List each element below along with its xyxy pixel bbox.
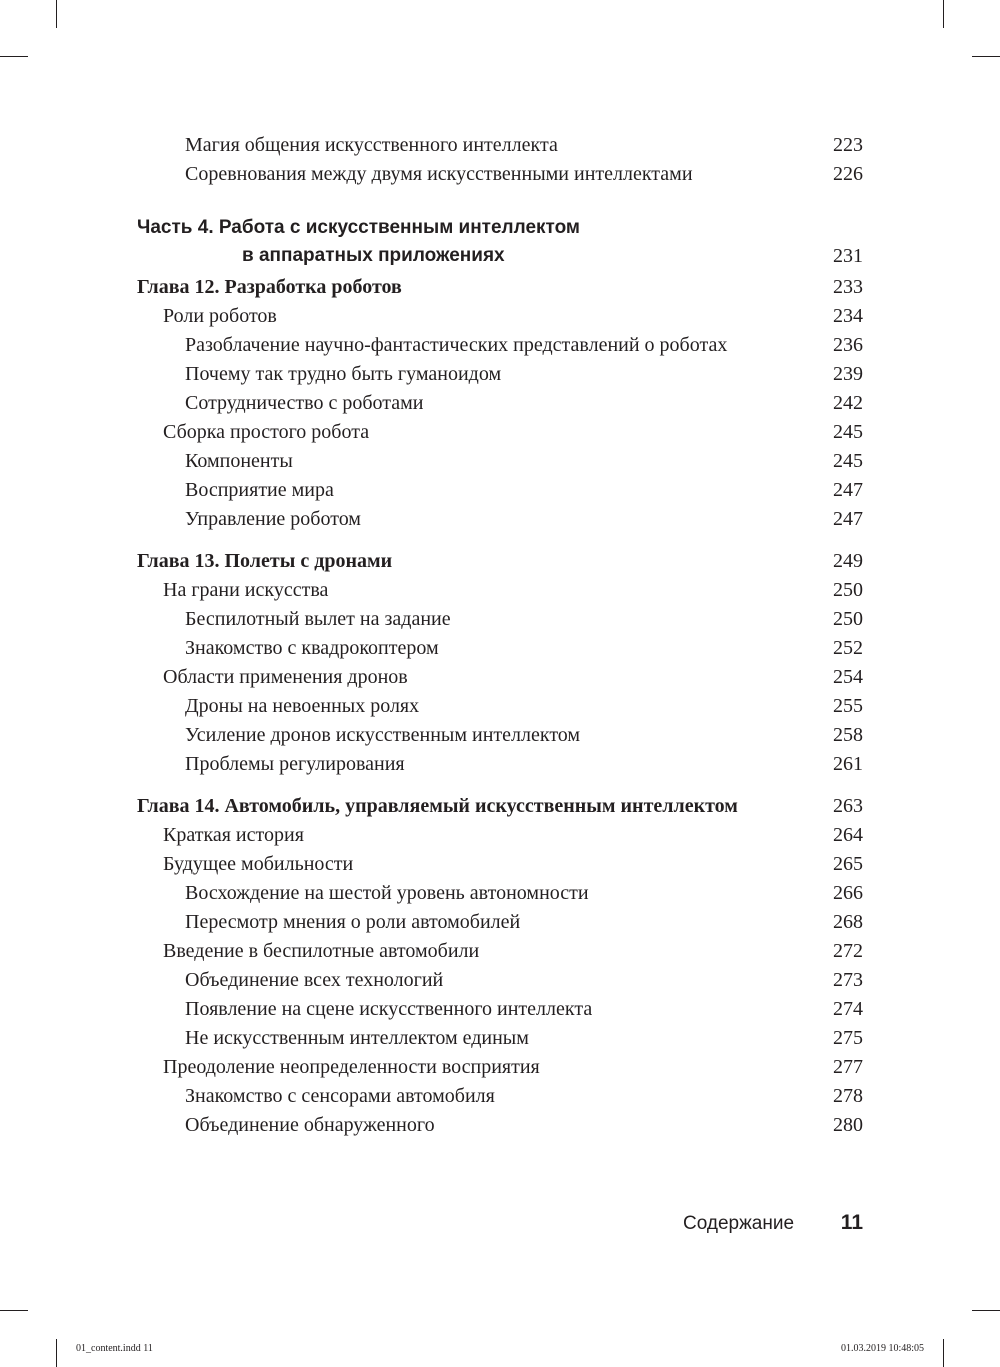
page-number: 11 xyxy=(840,1211,863,1234)
toc-entry-page: 264 xyxy=(833,824,863,846)
toc-entry[interactable] xyxy=(0,1110,1000,1140)
toc-entry-page: 261 xyxy=(833,753,863,775)
toc-entry[interactable] xyxy=(0,504,1000,534)
toc-entry-page: 223 xyxy=(833,134,863,156)
toc-entry-page: 274 xyxy=(833,998,863,1020)
toc-entry-page: 254 xyxy=(833,666,863,688)
toc-entry[interactable] xyxy=(0,691,1000,721)
toc-entry-title: Дроны на невоенных ролях xyxy=(185,695,420,717)
toc-entry-page: 247 xyxy=(833,508,863,530)
toc-entry-title: Разоблачение научно-фантастических представлений о роботах xyxy=(185,334,728,356)
toc-entry-title: Усиление дронов искусственным интеллектом xyxy=(185,724,581,746)
toc-entry-page: 280 xyxy=(833,1114,863,1136)
toc-entry-page: 226 xyxy=(833,163,863,185)
toc-entry[interactable] xyxy=(0,1023,1000,1053)
toc-entry-page: 265 xyxy=(833,853,863,875)
toc-entry-page: 249 xyxy=(833,550,863,572)
toc-entry-page: 272 xyxy=(833,940,863,962)
toc-entry[interactable] xyxy=(0,820,1000,850)
crop-mark xyxy=(943,1339,944,1367)
toc-entry-page: 234 xyxy=(833,305,863,327)
toc-entry-title: Будущее мобильности xyxy=(163,853,354,875)
toc-entry[interactable] xyxy=(0,907,1000,937)
toc-entry-title: Роли роботов xyxy=(163,305,277,327)
toc-entry-page: 255 xyxy=(833,695,863,717)
toc-entry-title: На грани искусства xyxy=(163,579,329,601)
crop-mark xyxy=(972,56,1000,57)
toc-entry-title: Глава 13. Полеты с дронами xyxy=(137,550,393,572)
crop-mark xyxy=(56,0,57,28)
toc-entry-title: Объединение всех технологий xyxy=(185,969,444,991)
crop-mark xyxy=(972,1310,1000,1311)
toc-chapter[interactable] xyxy=(0,272,1000,302)
toc-entry[interactable] xyxy=(0,359,1000,389)
toc-entry[interactable] xyxy=(0,159,1000,189)
toc-entry-page: 252 xyxy=(833,637,863,659)
toc-entry[interactable] xyxy=(0,849,1000,879)
toc-entry-title: Управление роботом xyxy=(185,508,361,530)
toc-entry[interactable] xyxy=(0,662,1000,692)
toc-entry[interactable] xyxy=(0,1052,1000,1082)
toc-entry[interactable] xyxy=(0,130,1000,160)
toc-entry-page: 263 xyxy=(833,795,863,817)
toc-entry-title: Введение в беспилотные автомобили xyxy=(163,940,480,962)
part-title-line2: в аппаратных приложениях xyxy=(242,245,505,266)
toc-entry-title: Глава 12. Разработка роботов xyxy=(137,276,402,298)
slug-timestamp: 01.03.2019 10:48:05 xyxy=(840,1343,924,1354)
toc-entry[interactable] xyxy=(0,994,1000,1024)
toc-entry-page: 250 xyxy=(833,579,863,601)
part-page: 231 xyxy=(833,245,863,267)
toc-entry-page: 266 xyxy=(833,882,863,904)
toc-entry[interactable] xyxy=(0,575,1000,605)
toc-entry-title: Восприятие мира xyxy=(185,479,334,501)
toc-entry[interactable] xyxy=(0,604,1000,634)
running-footer-title: Содержание xyxy=(683,1213,795,1234)
toc-entry-page: 245 xyxy=(833,421,863,443)
toc-entry-title: Глава 14. Автомобиль, управляемый искусственным интеллектом xyxy=(137,795,738,817)
crop-mark xyxy=(0,56,28,57)
crop-mark xyxy=(943,0,944,28)
toc-entry[interactable] xyxy=(0,1081,1000,1111)
toc-entry[interactable] xyxy=(0,475,1000,505)
toc-entry-title: Магия общения искусственного интеллекта xyxy=(185,134,558,156)
toc-entry[interactable] xyxy=(0,749,1000,779)
toc-entry-title: Сотрудничество с роботами xyxy=(185,392,424,414)
toc-entry-page: 242 xyxy=(833,392,863,414)
toc-entry[interactable] xyxy=(0,301,1000,331)
toc-entry-page: 236 xyxy=(833,334,863,356)
toc-entry[interactable] xyxy=(0,388,1000,418)
toc-entry-title: Краткая история xyxy=(163,824,304,846)
toc-entry-page: 239 xyxy=(833,363,863,385)
toc-entry-title: Пересмотр мнения о роли автомобилей xyxy=(185,911,521,933)
toc-entry-title: Области применения дронов xyxy=(163,666,408,688)
toc-chapter[interactable] xyxy=(0,546,1000,576)
crop-mark xyxy=(56,1339,57,1367)
toc-entry-title: Компоненты xyxy=(185,450,293,472)
part-title-line1: Часть 4. Работа с искусственным интеллектом xyxy=(137,217,580,238)
toc-entry[interactable] xyxy=(0,720,1000,750)
toc-entry-title: Сборка простого робота xyxy=(163,421,370,443)
toc-entry-title: Восхождение на шестой уровень автономности xyxy=(185,882,589,904)
toc-entry-title: Почему так трудно быть гуманоидом xyxy=(185,363,502,385)
toc-entry-title: Беспилотный вылет на задание xyxy=(185,608,451,630)
toc-entry-page: 273 xyxy=(833,969,863,991)
toc-entry[interactable] xyxy=(0,633,1000,663)
toc-entry-page: 268 xyxy=(833,911,863,933)
toc-entry-title: Знакомство с сенсорами автомобиля xyxy=(185,1085,495,1107)
toc-entry[interactable] xyxy=(0,878,1000,908)
toc-entry-title: Объединение обнаруженного xyxy=(185,1114,435,1136)
toc-entry[interactable] xyxy=(0,417,1000,447)
toc-entry-page: 247 xyxy=(833,479,863,501)
toc-entry-title: Знакомство с квадрокоптером xyxy=(185,637,439,659)
toc-entry[interactable] xyxy=(0,936,1000,966)
toc-entry[interactable] xyxy=(0,965,1000,995)
toc-entry-page: 250 xyxy=(833,608,863,630)
toc-entry-title: Проблемы регулирования xyxy=(185,753,405,775)
toc-entry-page: 258 xyxy=(833,724,863,746)
toc-entry[interactable] xyxy=(0,330,1000,360)
toc-entry-title: Соревнования между двумя искусственными интеллектами xyxy=(185,163,693,185)
crop-mark xyxy=(0,1310,28,1311)
toc-entry[interactable] xyxy=(0,446,1000,476)
toc-entry-title: Появление на сцене искусственного интеллекта xyxy=(185,998,593,1020)
toc-entry-title: Преодоление неопределенности восприятия xyxy=(163,1056,540,1078)
toc-entry-page: 233 xyxy=(833,276,863,298)
toc-entry-page: 278 xyxy=(833,1085,863,1107)
toc-entry-page: 245 xyxy=(833,450,863,472)
toc-chapter[interactable] xyxy=(0,791,1000,821)
toc-entry-page: 275 xyxy=(833,1027,863,1049)
slug-filename: 01_content.indd 11 xyxy=(76,1343,153,1354)
toc-entry-page: 277 xyxy=(833,1056,863,1078)
toc-entry-title: Не искусственным интеллектом единым xyxy=(185,1027,529,1049)
